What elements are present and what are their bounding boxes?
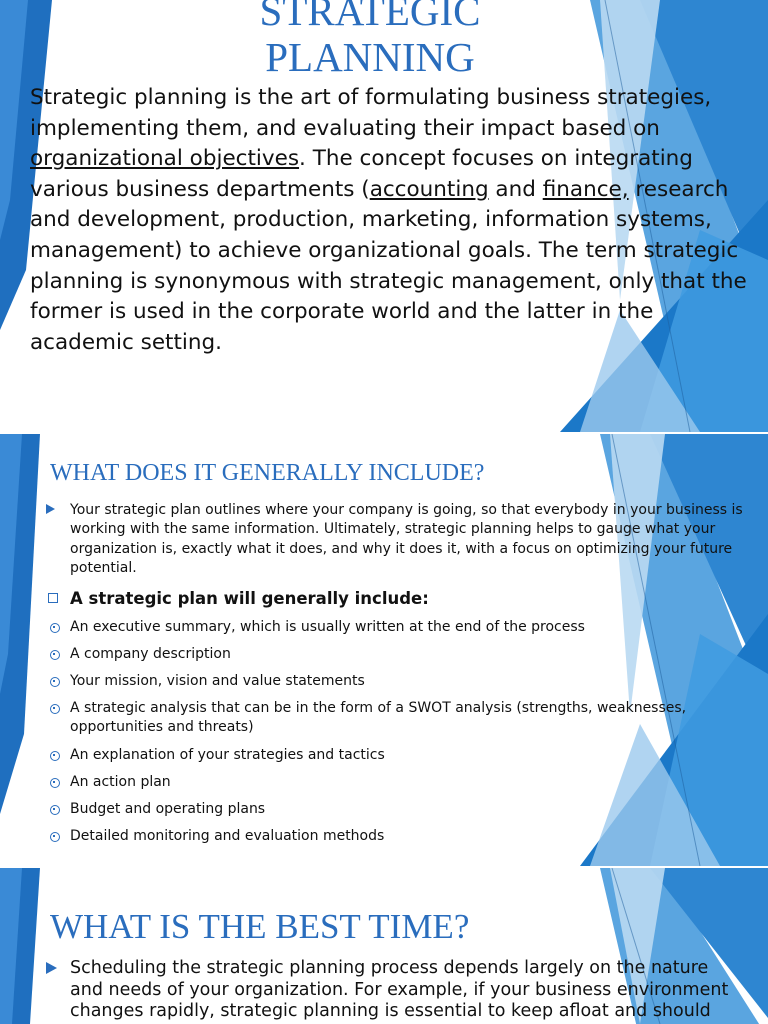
section-heading: WHAT IS THE BEST TIME?	[50, 907, 470, 946]
diamond-bullet-icon	[50, 677, 58, 685]
list-item	[48, 699, 748, 737]
list-item	[48, 773, 748, 792]
slide-what-does-it-include	[0, 434, 768, 866]
slide-strategic-planning	[0, 0, 768, 432]
slide-best-time	[0, 868, 768, 1024]
body-text-segment: Strategic planning is the art of formulating business strategies, implementing them, and evaluating their impact based on	[30, 85, 712, 141]
diamond-bullet-icon	[50, 623, 58, 631]
diamond-bullet-icon	[50, 704, 58, 712]
triangle-bullet-icon	[46, 962, 57, 974]
list-item	[48, 645, 748, 664]
body-text-segment: . The concept focuses on integrating various business departments (	[30, 146, 693, 202]
list-item-text: An explanation of your strategies and tactics	[70, 747, 385, 763]
diamond-bullet-icon	[50, 650, 58, 658]
list-item-text: Your mission, vision and value statements	[70, 673, 365, 689]
list-item-text: Budget and operating plans	[70, 801, 266, 817]
intro-text: Your strategic plan outlines where your company is going, so that everybody in your business is working with the same information. Ultimately, strategic planning helps to gauge what your organization is, exactly what it does, and why it does it, with a focus on optimizing your future potential.	[70, 502, 743, 576]
best-time-text: Scheduling the strategic planning process depends largely on the nature and needs of your organization. For example, if your business environment changes rapidly, strategic planning is essential to keep afloat and should	[70, 958, 729, 1021]
list-item	[48, 672, 748, 691]
diamond-bullet-icon	[50, 778, 58, 786]
triangle-bullet-icon	[46, 504, 55, 514]
section-heading: WHAT DOES IT GENERALLY INCLUDE?	[50, 460, 485, 486]
slide-body-text	[30, 83, 750, 358]
list-item-text: A strategic analysis that can be in the form of a SWOT analysis (strengths, weaknesses, opportunities and threats)	[70, 700, 687, 735]
list-item	[48, 800, 748, 819]
diamond-bullet-icon	[50, 832, 58, 840]
body-text-segment: research and development, production, marketing, information systems, management) to achieve organizational goals. The term strategic planning is synonymous with strategic management, only that the former is used in the corporate world and the latter in the academic setting.	[30, 176, 747, 355]
list-item	[48, 827, 748, 846]
list-item-text: A company description	[70, 646, 231, 662]
list-item	[48, 618, 748, 637]
subheading-text: A strategic plan will generally include:	[70, 589, 429, 608]
diamond-bullet-icon	[50, 805, 58, 813]
list-item-text: Detailed monitoring and evaluation methods	[70, 828, 385, 844]
finance-link[interactable]: finance,	[542, 176, 629, 202]
square-bullet-icon	[48, 593, 58, 603]
organizational-objectives-link[interactable]: organizational objectives	[30, 146, 300, 172]
intro-paragraph	[46, 501, 756, 578]
subheading	[48, 588, 429, 610]
list-item-text: An action plan	[70, 774, 171, 790]
list-item	[48, 746, 748, 765]
diamond-bullet-icon	[50, 751, 58, 759]
list-item-text: An executive summary, which is usually written at the end of the process	[70, 619, 585, 635]
accounting-link[interactable]: accounting	[369, 176, 489, 202]
best-time-paragraph	[46, 958, 746, 1023]
slide-title: STRATEGIC PLANNING	[259, 0, 481, 80]
body-text-segment: and	[488, 176, 543, 202]
